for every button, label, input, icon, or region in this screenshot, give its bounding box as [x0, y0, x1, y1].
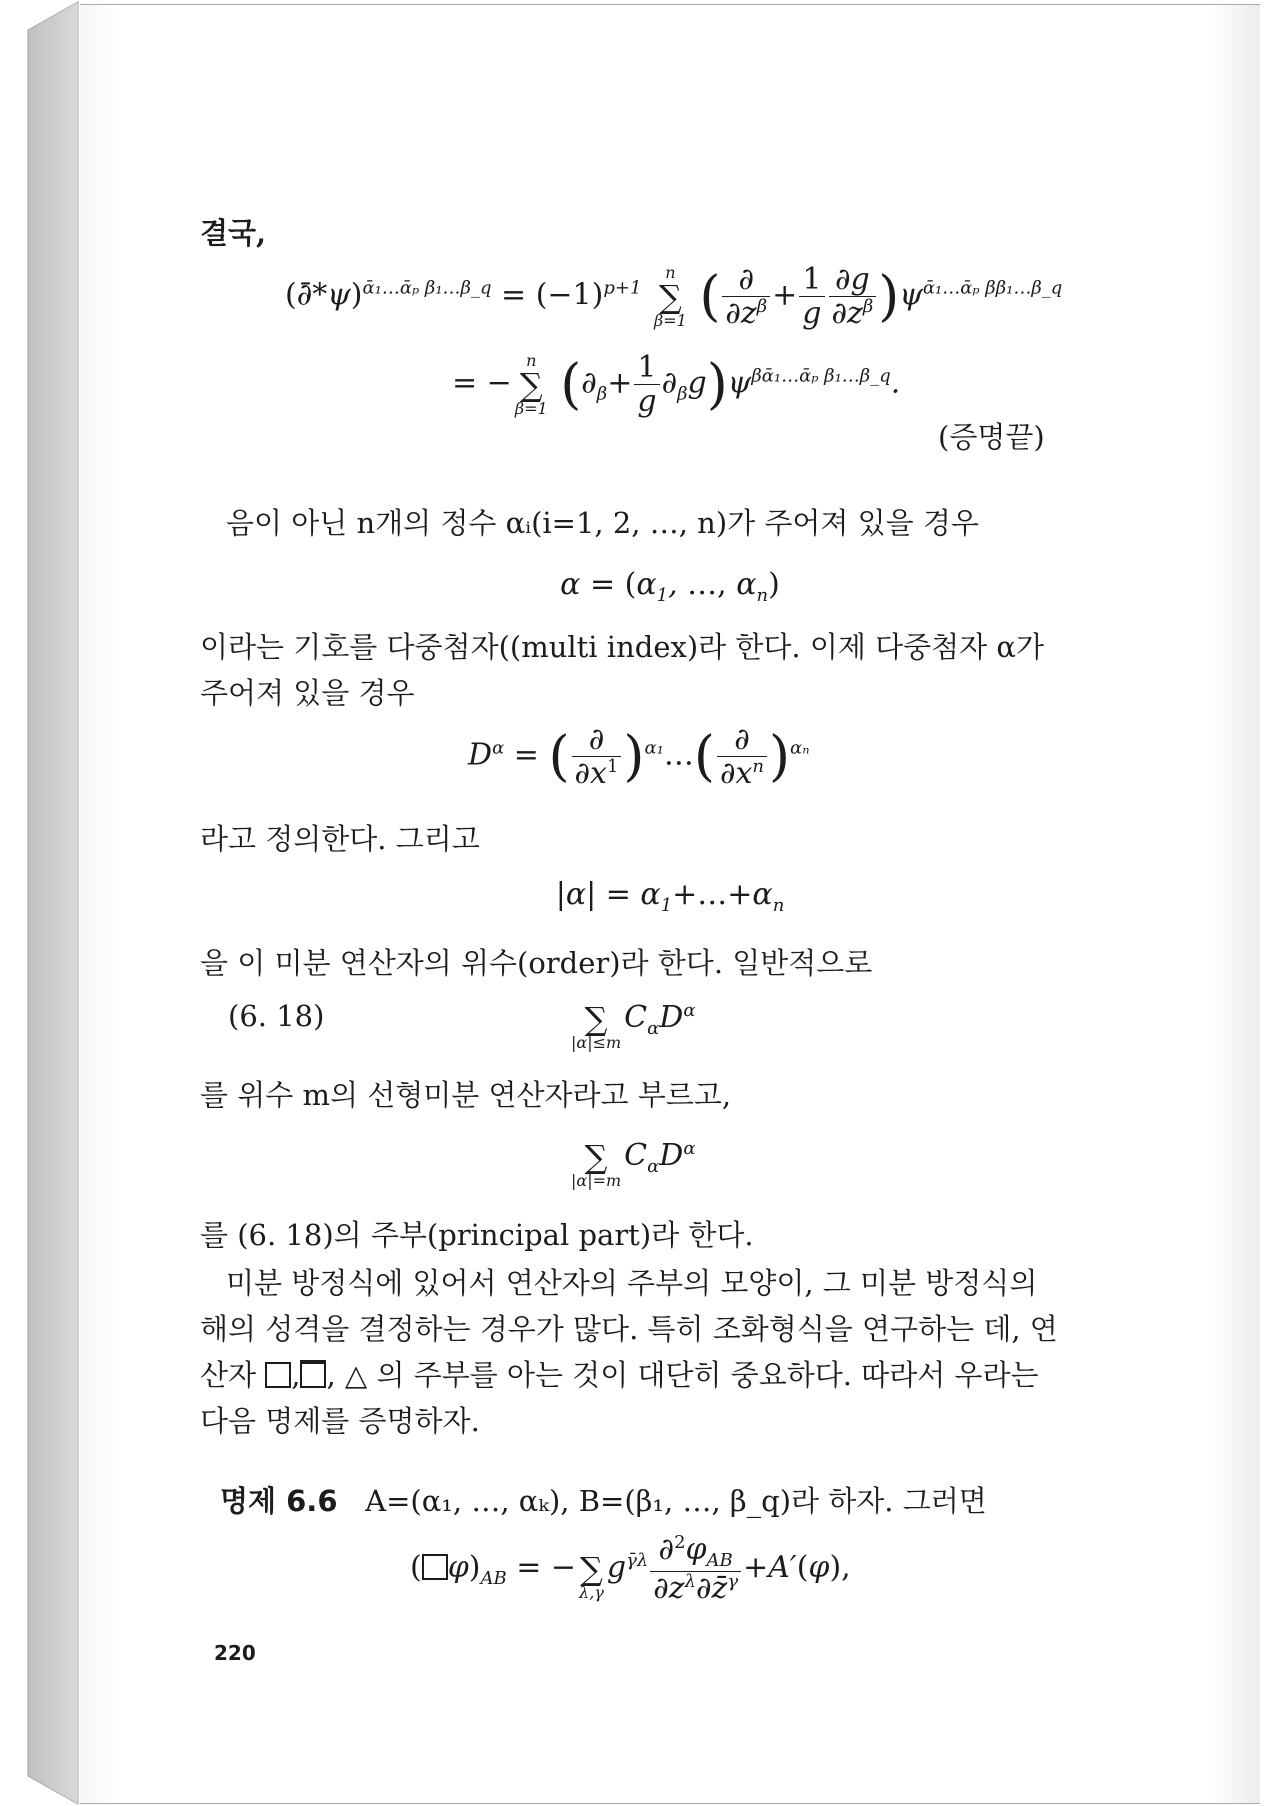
paragraph-importance-1: 미분 방정식에 있어서 연산자의 주부의 모양이, 그 미분 방정식의 — [226, 1266, 1038, 1300]
result-heading: 결국, — [200, 216, 267, 250]
page-number: 220 — [214, 1641, 256, 1665]
equation-principal-part: ∑ |α|=m $C_\alpha D^\alpha$ — [571, 1138, 696, 1190]
box-operator-icon — [422, 1554, 448, 1580]
paragraph-multi-index-1: 이라는 기호를 다중첨자((multi index)라 한다. 이제 다중첨자 α가 — [200, 630, 1044, 664]
paragraph-order: 을 이 미분 연산자의 위수(order)라 한다. 일반적으로 — [200, 946, 873, 980]
box-operator-icon — [265, 1362, 291, 1388]
book-page — [80, 4, 1260, 1804]
paragraph-importance-2: 해의 성격을 결정하는 경우가 많다. 특히 조화형식을 연구하는 데, 연 — [200, 1312, 1058, 1346]
proposition-title: 명제 6.6 — [220, 1484, 338, 1518]
book-spine — [0, 0, 82, 1806]
paragraph-multi-index-2: 주어져 있을 경우 — [200, 676, 415, 710]
proposition-text: A=(α₁, …, αₖ), B=(β₁, …, β_q)라 하자. 그러면 — [365, 1484, 987, 1518]
equation-adjoint-line1: (∂̄*ψ)$^{ᾱ_1\dots ᾱ_p \beta_1\dots\beta\_q}$ = $(-1)^{p+1}$ n ∑ β=1 ( $\frac{\partial}{\partial z^\beta}$ + $\frac{1}{g}$ $\frac{\partial g}{\partial z^\beta}$ )$\psi^{ᾱ_1\dots ᾱ_p \beta\beta_1\dots\beta\_q}$ — [285, 262, 1063, 331]
equation-linear-operator: ∑ |α|≤m $C_\alpha D^\alpha$ — [571, 1000, 696, 1052]
paragraph-importance-4: 다음 명제를 증명하자. — [200, 1404, 480, 1438]
equation-multi-index: $\alpha = (\alpha_1$, …, $\alpha_n$) — [560, 567, 780, 606]
paragraph-define: 라고 정의한다. 그리고 — [200, 822, 480, 856]
equation-adjoint-line2: = − n ∑ β=1 ($\partial_\beta+$ $\frac{1}{g}$ $\partial_\beta g)\psi^{\beta ᾱ_1\dots ᾱ_p \beta_1\dots\beta\_q}$. — [452, 350, 901, 419]
paragraph-nonneg-integers: 음이 아닌 n개의 정수 αᵢ(i=1, 2, …, n)가 주어져 있을 경우 — [226, 506, 979, 540]
box-bar-operator-icon — [300, 1360, 326, 1388]
operators-prefix: 산자 — [200, 1358, 257, 1392]
equation-d-alpha: $D^\alpha$ = ( $\frac{\partial}{\partial x^1}$ )$^{\alpha_1}$…( $\frac{\partial}{\partial x^n}$ )$^{\alpha_n}$ — [468, 722, 810, 791]
equation-box-phi: ( $\varphi)_{AB}$ = − ∑ λ,γ $g^{\gammā\lambda}$ $\frac{\partial^2\varphi_{AB}}{\partial z^\lambda\partial z̄^\gamma}$ +A′(φ), — [410, 1532, 851, 1606]
qed-mark: (증명끝) — [938, 420, 1045, 454]
equation-order: $|\alpha| = \alpha_1+\dots+\alpha_n$ — [555, 877, 785, 916]
proposition-line — [220, 1479, 987, 1520]
paragraph-linear-operator: 를 위수 m의 선형미분 연산자라고 부르고, — [200, 1078, 732, 1112]
operators-suffix: 의 주부를 아는 것이 대단히 중요하다. 따라서 우라는 — [376, 1358, 1039, 1392]
paragraph-importance-3: 산자 , , △ 의 주부를 아는 것이 대단히 중요하다. 따라서 우라는 — [200, 1358, 1039, 1392]
paragraph-principal-part: 를 (6. 18)의 주부(principal part)라 한다. — [200, 1218, 754, 1252]
equation-label-6-18: (6. 18) — [228, 999, 325, 1033]
